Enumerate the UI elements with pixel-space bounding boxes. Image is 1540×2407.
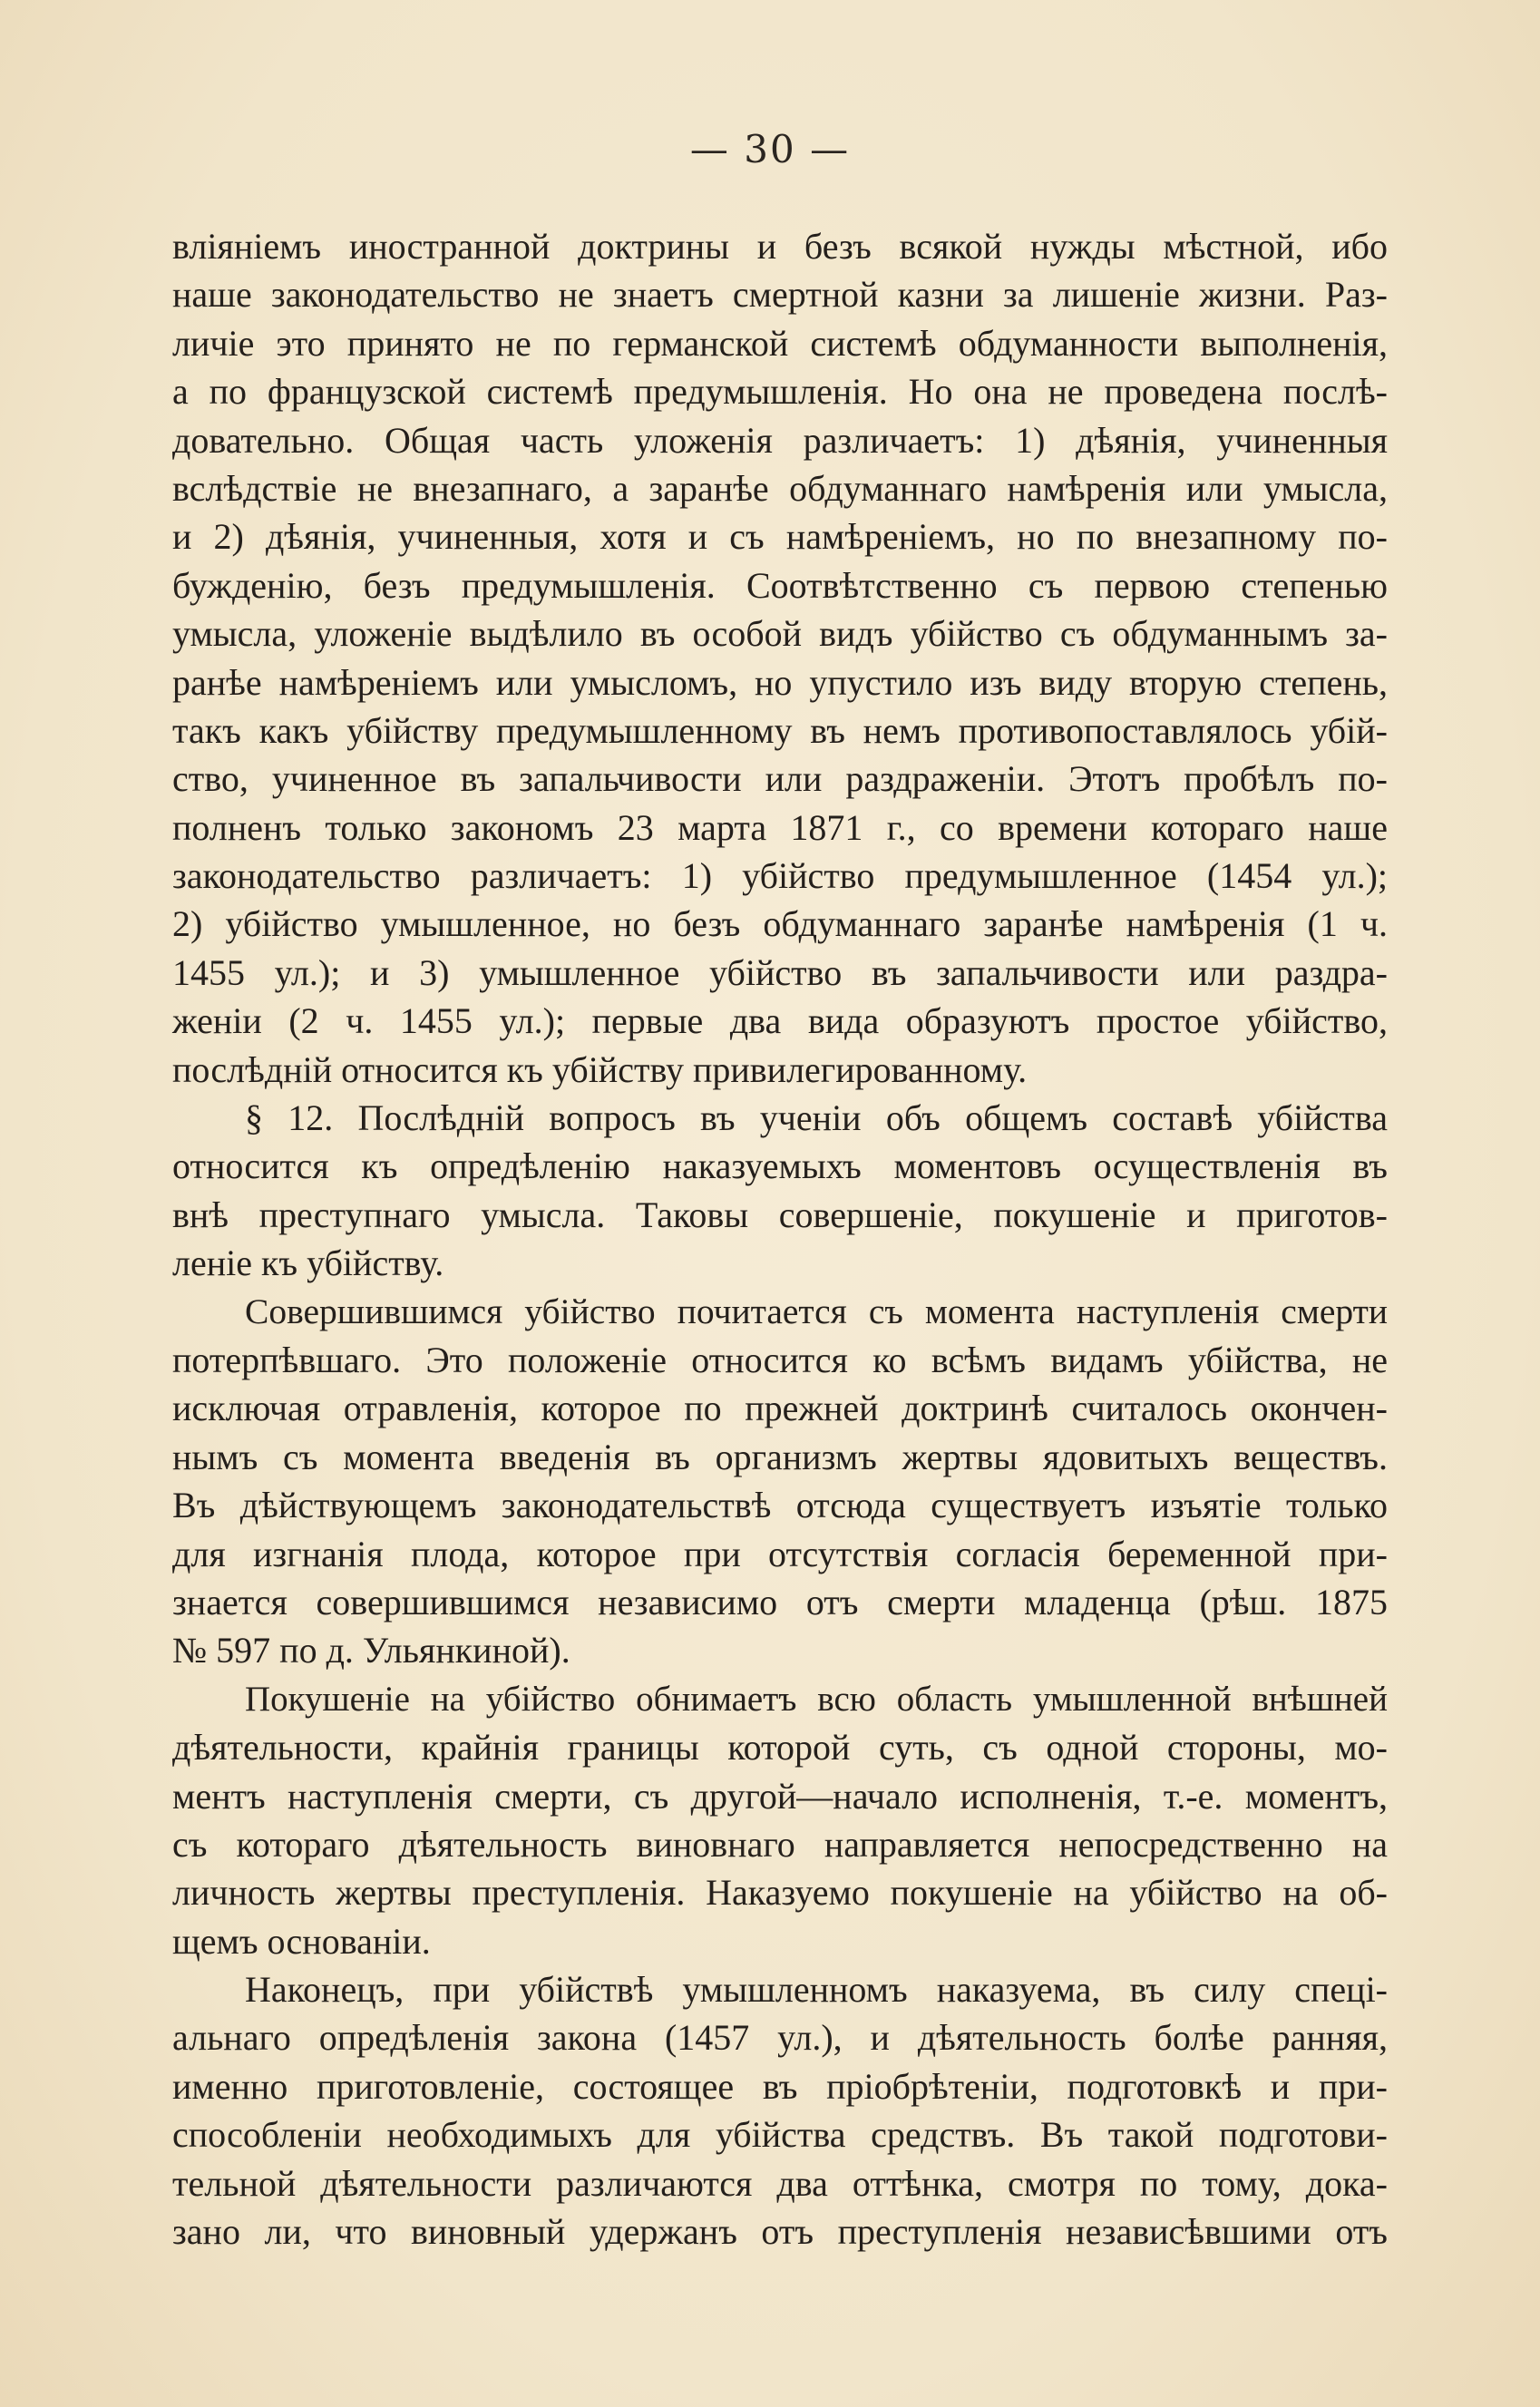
text-line: ство, учиненное въ запальчивости или раздраженіи. Этотъ пробѣлъ по- <box>172 758 1388 800</box>
text-line: ранѣе намѣреніемъ или умысломъ, но упустило изъ виду вторую степень, <box>172 661 1388 703</box>
text-line: бужденію, безъ предумышленія. Соотвѣтственно съ первою степенью <box>172 564 1388 606</box>
text-line: наше законодательство не знаетъ смертной казни за лишеніе жизни. Раз- <box>172 274 1388 316</box>
text-line: § 12. Послѣдній вопросъ въ ученіи объ общемъ составѣ убійства <box>245 1097 1388 1139</box>
text-line: относится къ опредѣленію наказуемыхъ моментовъ осуществленія въ <box>172 1145 1388 1187</box>
text-line: Покушеніе на убійство обнимаетъ всю область умышленной внѣшней <box>245 1679 1388 1719</box>
text-line: полненъ только закономъ 23 марта 1871 г., со времени котораго наше <box>172 806 1388 848</box>
text-line: для изгнанія плода, которое при отсутствія согласія беременной при- <box>172 1533 1388 1574</box>
page-body-text <box>172 222 1388 2256</box>
text-line: именно приготовленіе, состоящее въ пріобрѣтеніи, подготовкѣ и при- <box>172 2065 1388 2107</box>
text-line: такъ какъ убійству предумышленному въ немъ противопоставлялось убій- <box>172 709 1388 751</box>
text-line: женіи (2 ч. 1455 ул.); первые два вида образуютъ простое убійство, <box>172 1000 1388 1042</box>
text-line: умысла, уложеніе выдѣлило въ особой видъ убійство съ обдуманнымъ за- <box>172 613 1388 655</box>
text-line: потерпѣвшаго. Это положеніе относится ко всѣмъ видамъ убійства, не <box>172 1339 1388 1380</box>
text-line: 1455 ул.); и 3) умышленное убійство въ запальчивости или раздра- <box>172 951 1388 993</box>
text-line: внѣ преступнаго умысла. Таковы совершеніе, покушеніе и приготов- <box>172 1194 1388 1235</box>
text-line: 2) убійство умышленное, но безъ обдуманнаго заранѣе намѣренія (1 ч. <box>172 903 1388 945</box>
text-line: № 597 по д. Ульянкиной). <box>172 1630 570 1671</box>
text-line: нымъ съ момента введенія въ организмъ жертвы ядовитыхъ веществъ. <box>172 1436 1388 1477</box>
text-line: способленіи необходимыхъ для убійства средствъ. Въ такой подготови- <box>172 2114 1388 2156</box>
text-line: вслѣдствіе не внезапнаго, а заранѣе обдуманнаго намѣренія или умысла, <box>172 467 1388 509</box>
text-line: щемъ основаніи. <box>172 1920 431 1962</box>
text-line: вліяніемъ иностранной доктрины и безъ всякой нужды мѣстной, ибо <box>172 226 1388 267</box>
text-line: зано ли, что виновный удержанъ отъ преступленія независѣвшими отъ <box>172 2211 1388 2253</box>
text-line: знается совершившимся независимо отъ смерти младенца (рѣш. 1875 <box>172 1581 1388 1623</box>
text-line: послѣдній относится къ убійству привилегированному. <box>172 1048 1028 1090</box>
text-line: законодательство различаетъ: 1) убійство предумышленное (1454 ул.); <box>172 855 1388 897</box>
text-line: Совершившимся убійство почитается съ момента наступленія смерти <box>245 1291 1388 1331</box>
text-line: съ котораго дѣятельность виновнаго направляется непосредственно на <box>172 1823 1388 1865</box>
text-line: ментъ наступленія смерти, съ другой—начало исполненія, т.-е. моментъ, <box>172 1775 1388 1817</box>
text-line: тельной дѣятельности различаются два оттѣнка, смотря по тому, дока- <box>172 2162 1388 2204</box>
text-line: дѣятельности, крайнія границы которой суть, съ одной стороны, мо- <box>172 1727 1388 1769</box>
text-line: исключая отравленія, которое по прежней доктринѣ считалось окончен- <box>172 1388 1388 1429</box>
text-line: Наконецъ, при убійствѣ умышленномъ наказуема, въ силу спеці- <box>245 1969 1388 2011</box>
text-line: довательно. Общая часть уложенія различаетъ: 1) дѣянія, учиненныя <box>172 419 1388 461</box>
text-line: личность жертвы преступленія. Наказуемо покушеніе на убійство на об- <box>172 1872 1388 1914</box>
text-line: личіе это принято не по германской системѣ обдуманности выполненія, <box>172 322 1388 364</box>
text-line: а по французской системѣ предумышленія. Но она не проведена послѣ- <box>172 371 1388 413</box>
text-line: альнаго опредѣленія закона (1457 ул.), и дѣятельность болѣе ранняя, <box>172 2017 1388 2059</box>
text-line: Въ дѣйствующемъ законодательствѣ отсюда существуетъ изъятіе только <box>172 1485 1388 1526</box>
text-line: леніе къ убійству. <box>172 1242 444 1284</box>
page-number: — 30 — <box>689 127 851 171</box>
text-line: и 2) дѣянія, учиненныя, хотя и съ намѣреніемъ, но по внезапному по- <box>172 516 1388 558</box>
